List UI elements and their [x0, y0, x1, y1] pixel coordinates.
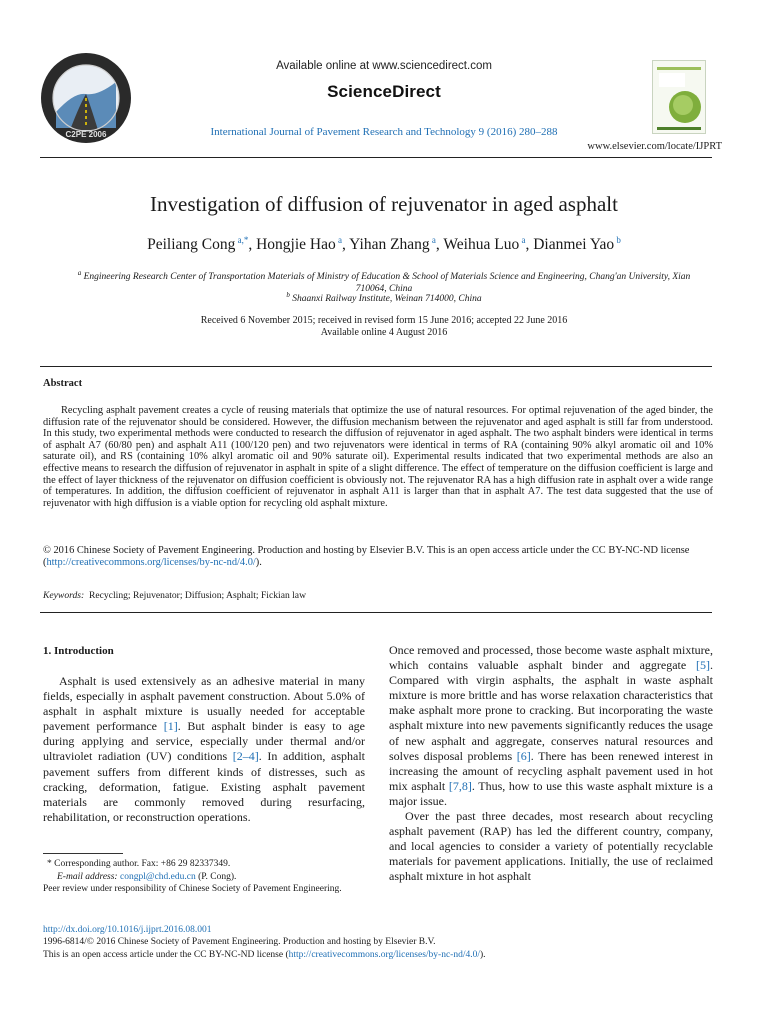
abstract-divider-bottom [40, 612, 712, 613]
header-divider [40, 157, 712, 158]
author-affiliation-mark[interactable]: a [335, 235, 342, 245]
author-name: Peiliang Cong [147, 236, 236, 254]
corresponding-author-note: * Corresponding author. Fax: +86 29 82337349. [47, 859, 231, 869]
keywords-values: Recycling; Rejuvenator; Diffusion; Asphalt; Fickian law [89, 590, 306, 601]
svg-text:C2PE 2006: C2PE 2006 [65, 130, 107, 139]
author-name: Weihua Luo [443, 236, 520, 254]
citation-link[interactable]: [2–4] [232, 749, 259, 764]
footnotes [43, 858, 365, 896]
article-title: Investigation of diffusion of rejuvenator in aged asphalt [150, 192, 618, 216]
available-online-text: Available online at www.sciencedirect.com [276, 60, 492, 72]
author-name: Yihan Zhang [349, 236, 430, 254]
abstract-heading: Abstract [43, 378, 83, 389]
author-name: Hongjie Hao [256, 236, 336, 254]
intro-paragraph-1: Asphalt is used extensively as an adhesive material in many fields, especially in asphalt pavement construction. About 5.0% of asphalt in asphalt mixture is usually needed for acceptable pavement performance [1]. But asphalt binder is easy to age during applying and service, especially under thermal and/or ultraviolet radiation (UV) conditions [2–4]. In addition, asphalt pavement suffers from different kinds of distresses, such as cracking, deformation, fatigue. Existing asphalt pavement materials are commonly removed during resurfacing, rehabilitation, or reconstruction operations. [43, 674, 365, 824]
author-list: Peiliang Cong $^{a,*}$, Hongjie Hao $^a$, Yihan Zhang $^a$, Weihua Luo $^a$, Dianmei Yao $^b$ [147, 235, 621, 254]
author-affiliation-mark[interactable]: b [614, 235, 621, 245]
abstract-divider-top [40, 366, 712, 367]
abstract-copyright: © 2016 Chinese Society of Pavement Engineering. Production and hosting by Elsevier B.V. This is an open access article under the CC BY-NC-ND license (http://creativecommons.org/licenses/by-nc-nd/4.0/). [43, 545, 690, 568]
affiliation-a: $^a$ Engineering Research Center of Transportation Materials of Ministry of Education & School of Materials Science and Engineering, Chang'an University, Xian 710064, China [77, 269, 691, 295]
license-link[interactable]: http://creativecommons.org/licenses/by-nc-nd/4.0/ [46, 556, 256, 568]
author-affiliation-mark[interactable]: a [429, 235, 436, 245]
article-dates [0, 315, 768, 339]
journal-cover-thumbnail [652, 60, 706, 134]
article-footer [43, 924, 723, 961]
citation-link[interactable]: [6] [516, 748, 531, 763]
citation-link[interactable]: [1] [163, 719, 178, 734]
intro-paragraph-2: Once removed and processed, those become waste asphalt mixture, which contains valuable asphalt binder and aggregate [5]. Compared with virgin asphalts, the asphalt in waste asphalt mixture is more brittle and has worse relaxation characteristics that make asphalt more prone to cracking. But incorporating the waste asphalt mixture into new pavements significantly reduces the usage of new asphalt and aggregate, conserves natural resources and solves disposal problems [6]. There has been renewed interest in increasing the amount of recycling asphalt pavement used in hot mix asphalt [7,8]. Thus, how to use this waste asphalt mixture is a major issue. [389, 643, 713, 808]
author-name: Dianmei Yao [533, 236, 615, 254]
footnote-divider [43, 853, 123, 854]
body-column-right [389, 643, 713, 885]
abstract-body [43, 405, 713, 509]
author-email-link[interactable]: congpl@chd.edu.cn [119, 871, 196, 882]
sciencedirect-brand[interactable]: ScienceDirect [327, 82, 441, 101]
citation-link[interactable]: [5] [696, 658, 710, 673]
abstract-paragraph: Recycling asphalt pavement creates a cycle of reusing materials that optimize the use of natural resources. For optimal rejuvenation of the aged binder, the diffusion rate of the rejuvenator should be considered. However, the diffusion mechanism between the rejuvenator and aged asphalt is still far from understood. In this study, two experimental methods were conducted to research the diffusion of rejuvenator in aged asphalt. The two asphalt binders were identical in terms of asphalt A7 (60/80 pen) and asphalt A11 (100/120 pen) and two rejuvenators were identical in terms of RA (containing 90% alkyl aromatic oil and 10% saturate oil), and RS (containing 10% alkyl aromatic oil and 90% saturate oil). Experimental results indicated that two experimental methods are also an effective means to research the diffusion of rejuvenator in asphalt in spite of a slight difference. The effect of temperature on the diffusion coefficient is large and the effect of layer thickness of the rejuvenator on diffusion coefficient is obviously not. The rejuvenator RA has a high diffusion rate in asphalt over a wide range of temperatures. In addition, the diffusion coefficient of rejuvenator in asphalt A11 is larger than that in asphalt A7. The test data suggested that the use of rejuvenator with high diffusion is a viable option for recycling old asphalt mixture. [43, 405, 713, 509]
received-dates: Received 6 November 2015; received in revised form 15 June 2016; accepted 22 June 2016 [200, 315, 568, 326]
journal-citation[interactable]: International Journal of Pavement Research and Technology 9 (2016) 280–288 [210, 126, 558, 138]
available-date: Available online 4 August 2016 [320, 327, 448, 338]
affiliation-b: $^b$ Shaanxi Railway Institute, Weinan 714000, China [286, 291, 482, 305]
open-access-line: This is an open access article under the CC BY-NC-ND license (http://creativecommons.org/licenses/by-nc-nd/4.0/). [43, 949, 486, 960]
journal-url[interactable]: www.elsevier.com/locate/IJPRT [587, 141, 722, 152]
email-note: E-mail address: congpl@chd.edu.cn (P. Cong). [57, 871, 237, 882]
keywords-label: Keywords: [43, 590, 85, 601]
citation-link[interactable]: [7,8] [448, 778, 472, 793]
author-affiliation-mark[interactable]: a,* [235, 235, 249, 245]
body-column-left [43, 674, 365, 825]
intro-heading: 1. Introduction [43, 645, 114, 657]
author-affiliation-mark[interactable]: a [519, 235, 526, 245]
doi-link[interactable]: http://dx.doi.org/10.1016/j.ijprt.2016.08.001 [43, 925, 212, 935]
issn-line: 1996-6814/© 2016 Chinese Society of Pavement Engineering. Production and hosting by Elsevier B.V. [43, 937, 436, 948]
keywords [43, 590, 306, 601]
peer-review-note: Peer review under responsibility of Chinese Society of Pavement Engineering. [43, 884, 342, 894]
footer-license-link[interactable]: http://creativecommons.org/licenses/by-nc-nd/4.0/ [288, 949, 480, 960]
intro-paragraph-3: Over the past three decades, most research about recycling asphalt pavement (RAP) has led the different country, company, and local agencies to consider a variety of potentially recyclable materials for pavement applications. Initially, the use of reclaimed asphalt mixture in hot asphalt [389, 809, 713, 884]
